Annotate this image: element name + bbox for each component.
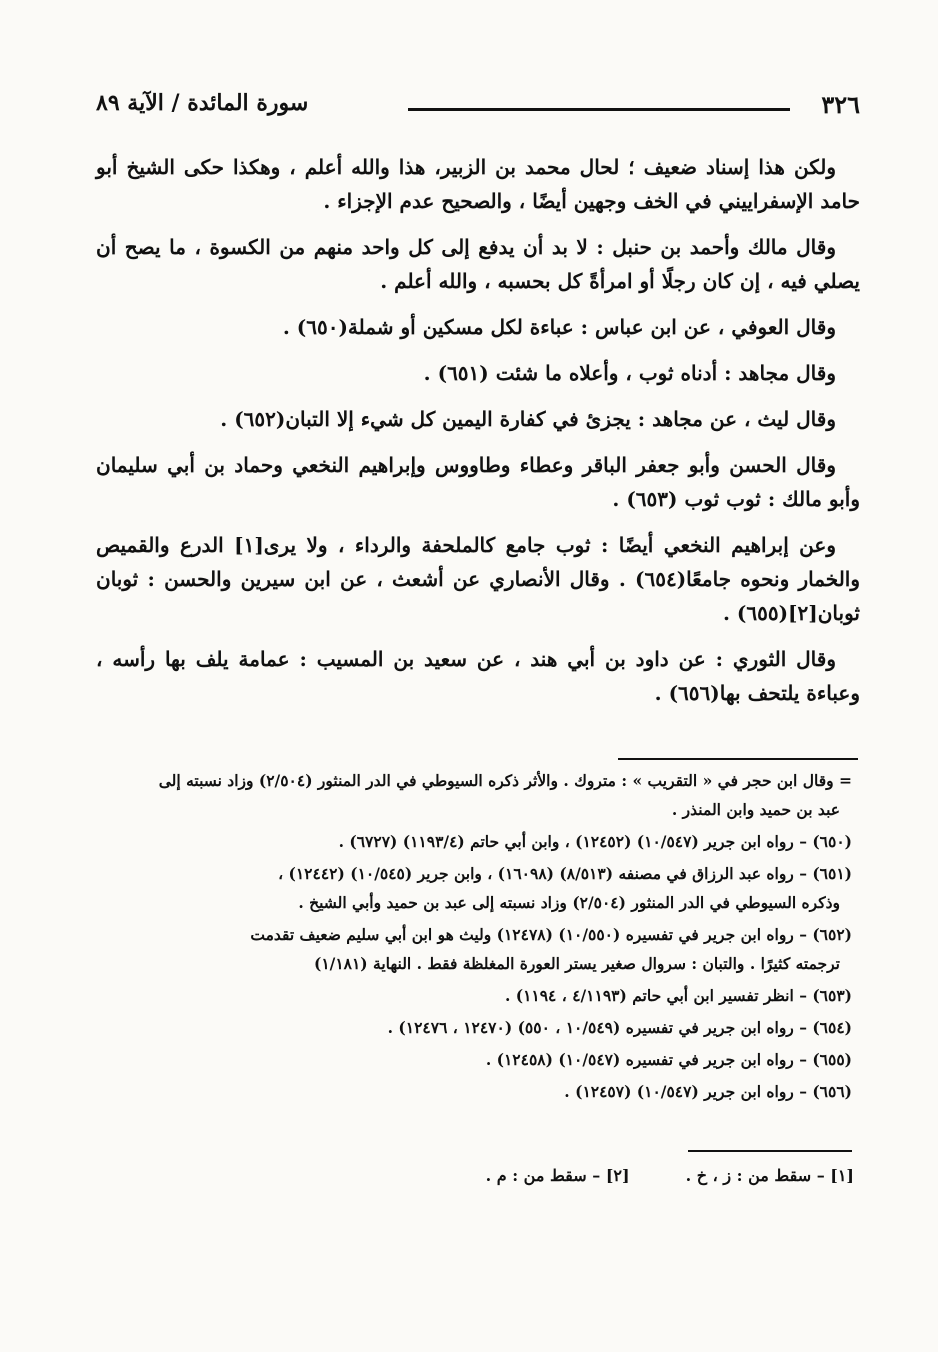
footnote: (٦٥٥) – رواه ابن جرير في تفسيره (١٠/٥٤٧) (١٢٤٥٨) . (485, 1050, 852, 1069)
footnote: (٦٥١) – رواه عبد الرزاق في مصنفه (٨/٥١٣) (١٦٠٩٨) ، وابن جرير (١٠/٥٤٥) (١٢٤٤٢) ، وذكره السيوطي في الدر المنثور (٢/٥٠٤) وزاد نسبته إلى عبد بن حميد وأبي الشيخ . (278, 864, 852, 912)
paragraph: وقال العوفي ، عن ابن عباس : عباءة لكل مسكين أو شملة(٦٥٠) . (282, 315, 836, 339)
paragraph: ولكن هذا إسناد ضعيف ؛ لحال محمد بن الزبير، هذا والله أعلم ، وهكذا حكى الشيخ أبو حامد الإسفراييني في الخف وجهين أيضًا ، والصحيح عدم الإجزاء . (96, 155, 860, 213)
footnote: (٦٥٠) – رواه ابن جرير (١٠/٥٤٧) (١٢٤٥٢) ، وابن أبي حاتم (١١٩٣/٤) (٦٧٢٧) . (338, 832, 852, 851)
paragraph: وقال مجاهد : أدناه ثوب ، وأعلاه ما شئت (٦٥١) . (423, 361, 836, 385)
paragraph: وقال الحسن وأبو جعفر الباقر وعطاء وطاووس وإبراهيم النخعي وحماد بن أبي سليمان وأبو مالك : ثوب ثوب (٦٥٣) . (96, 453, 860, 511)
footnotes (98, 766, 852, 1109)
notes-separator (688, 1150, 852, 1152)
page-header (96, 86, 860, 126)
footnote-separator (618, 758, 858, 760)
paragraph: وقال ليث ، عن مجاهد : يجزئ في كفارة اليمين كل شيء إلا التبان(٦٥٢) . (220, 407, 836, 431)
page-number: ٣٢٦ (821, 90, 860, 119)
footnote: (٦٥٢) – رواه ابن جرير في تفسيره (١٠/٥٥٠) (١٢٤٧٨) وليث هو ابن أبي سليم ضعيف تقدمت ترجمته كثيرًا . والتبان : سروال صغير يستر العورة المغلظة فقط . النهاية (١/١٨١) (250, 925, 852, 973)
note: [٢] – سقط من : م . (485, 1166, 630, 1185)
header-rule (408, 108, 790, 111)
paragraph: وقال مالك وأحمد بن حنبل : لا بد أن يدفع إلى كل واحد منهم من الكسوة ، ما يصح أن يصلي فيه ، إن كان رجلًا أو امرأةً كل بحسبه ، والله أعلم . (96, 235, 860, 293)
paragraph: وقال الثوري : عن داود بن أبي هند ، عن سعيد بن المسيب : عمامة يلف بها رأسه ، وعباءة يلتحف بها(٦٥٦) . (96, 647, 860, 705)
main-text (96, 150, 860, 722)
paragraph: وعن إبراهيم النخعي أيضًا : ثوب جامع كالملحفة والرداء ، ولا يرى[١] الدرع والقميص والخمار ونحوه جامعًا(٦٥٤) . وقال الأنصاري عن أشعث ، عن ابن سيرين والحسن : ثوبان ثوبان[٢](٦٥٥) . (96, 533, 861, 625)
manuscript-notes (200, 1166, 854, 1185)
footnote: (٦٥٣) – انظر تفسير ابن أبي حاتم (٤/١١٩٣ ، ١١٩٤) . (504, 986, 852, 1005)
footnote: = وقال ابن حجر في « التقريب » : متروك . والأثر ذكره السيوطي في الدر المنثور (٢/٥٠٤) وزاد نسبته إلى عبد بن حميد وابن المنذر . (158, 771, 852, 819)
note: [١] – سقط من : ز ، خ . (685, 1166, 854, 1185)
footnote: (٦٥٦) – رواه ابن جرير (١٠/٥٤٧) (١٢٤٥٧) . (564, 1082, 852, 1101)
footnote: (٦٥٤) – رواه ابن جرير في تفسيره (١٠/٥٤٩ ، ٥٥٠) (١٢٤٧٠ ، ١٢٤٧٦) . (387, 1018, 852, 1037)
surah-title: سورة المائدة / الآية ٨٩ (96, 90, 309, 116)
